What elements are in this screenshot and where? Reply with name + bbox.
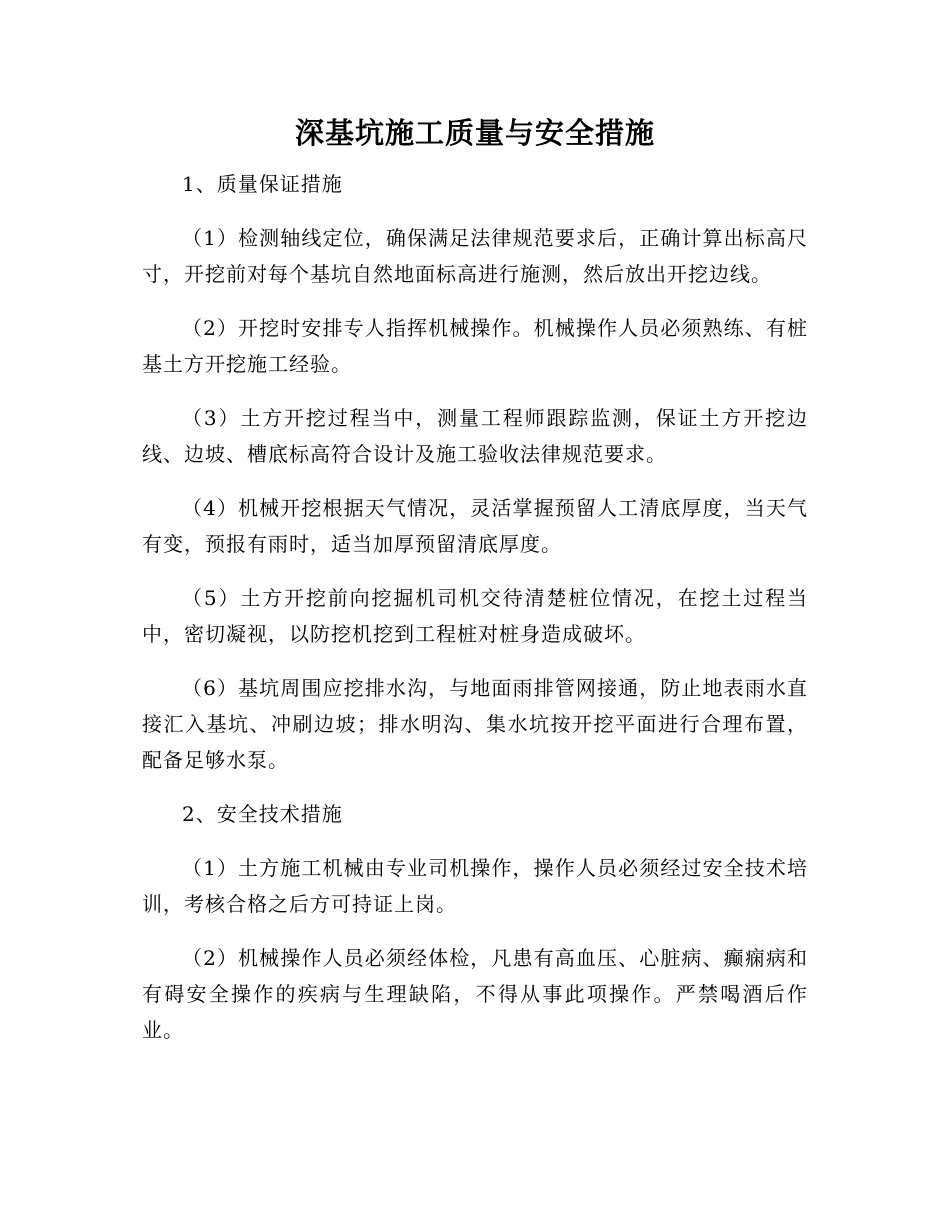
safety-item-1: （1）土方施工机械由专业司机操作，操作人员必须经过安全技术培训，考核合格之后方可持证上岗。 xyxy=(142,856,808,916)
quality-item-1: （1）检测轴线定位，确保满足法律规范要求后，正确计算出标高尺寸，开挖前对每个基坑自然地面标高进行施测，然后放出开挖边线。 xyxy=(142,226,808,286)
quality-item-6: （6）基坑周围应挖排水沟，与地面雨排管网接通，防止地表雨水直接汇入基坑、冲刷边坡；排水明沟、集水坑按开挖平面进行合理布置，配备足够水泵。 xyxy=(142,676,808,772)
section-heading-safety: 2、安全技术措施 xyxy=(182,802,343,826)
quality-item-5: （5）土方开挖前向挖掘机司机交待清楚桩位情况，在挖土过程当中，密切凝视，以防挖机挖到工程桩对桩身造成破坏。 xyxy=(142,586,808,646)
section-heading-quality: 1、质量保证措施 xyxy=(182,172,343,196)
quality-item-2: （2）开挖时安排专人指挥机械操作。机械操作人员必须熟练、有桩基土方开挖施工经验。 xyxy=(142,316,808,376)
safety-item-2: （2）机械操作人员必须经体检，凡患有高血压、心脏病、癫痫病和有碍安全操作的疾病与生理缺陷，不得从事此项操作。严禁喝酒后作业。 xyxy=(142,946,808,1042)
document-body xyxy=(142,112,808,1048)
document-title: 深基坑施工质量与安全措施 xyxy=(294,116,655,150)
quality-item-4: （4）机械开挖根据天气情况，灵活掌握预留人工清底厚度，当天气有变，预报有雨时，适当加厚预留清底厚度。 xyxy=(142,496,808,556)
quality-item-3: （3）土方开挖过程当中，测量工程师跟踪监测，保证土方开挖边线、边坡、槽底标高符合设计及施工验收法律规范要求。 xyxy=(142,406,808,466)
